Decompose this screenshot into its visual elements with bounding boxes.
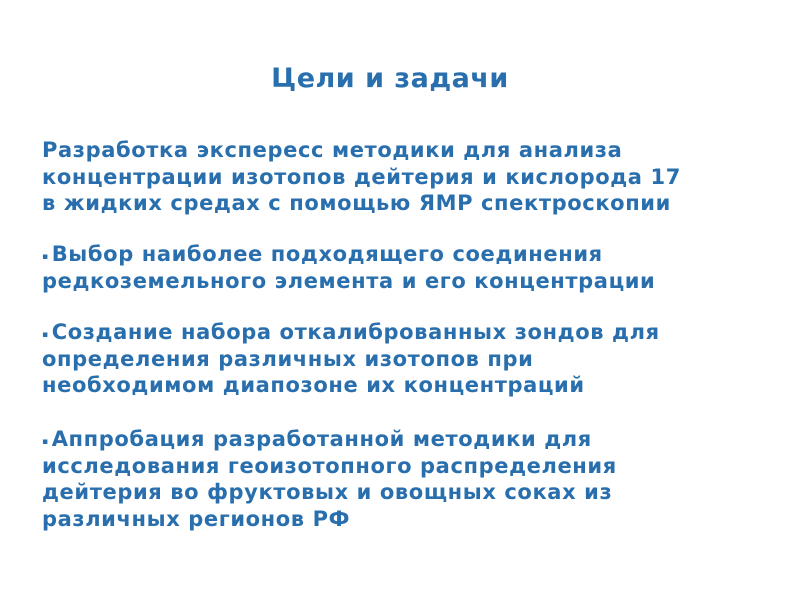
bullet-icon: ▪ (42, 330, 49, 340)
task-line: определения различных изотопов при (42, 346, 534, 371)
bullet-icon: ▪ (42, 252, 49, 262)
task-line: исследования геоизотопного распределения (42, 453, 617, 478)
task-line: редкоземельного элемента и его концентрации (42, 268, 656, 293)
task-line: различных регионов РФ (42, 506, 351, 531)
task-item-3 (42, 426, 772, 532)
task-line: ▪ Выбор наиболее подходящего соединения (42, 242, 603, 266)
task-item-2 (42, 319, 772, 399)
task-item-1 (42, 241, 772, 294)
goal-line: в жидких средах с помощью ЯМР спектроскопии (42, 191, 671, 215)
slide-title: Цели и задачи (271, 63, 509, 94)
task-line: ▪ Создание набора откалиброванных зондов для (42, 320, 660, 344)
goal-paragraph (42, 137, 762, 217)
task-line: необходимом диапозоне их концентраций (42, 373, 585, 397)
goal-line: Разработка экспересс методики для анализа (42, 138, 623, 162)
task-line: ▪ Аппробация разработанной методики для (42, 427, 592, 451)
bullet-icon: ▪ (42, 437, 49, 447)
goal-line: концентрации изотопов дейтерия и кислорода 17 (42, 164, 681, 189)
task-line: дейтерия во фруктовых и овощных соках из (42, 480, 613, 504)
